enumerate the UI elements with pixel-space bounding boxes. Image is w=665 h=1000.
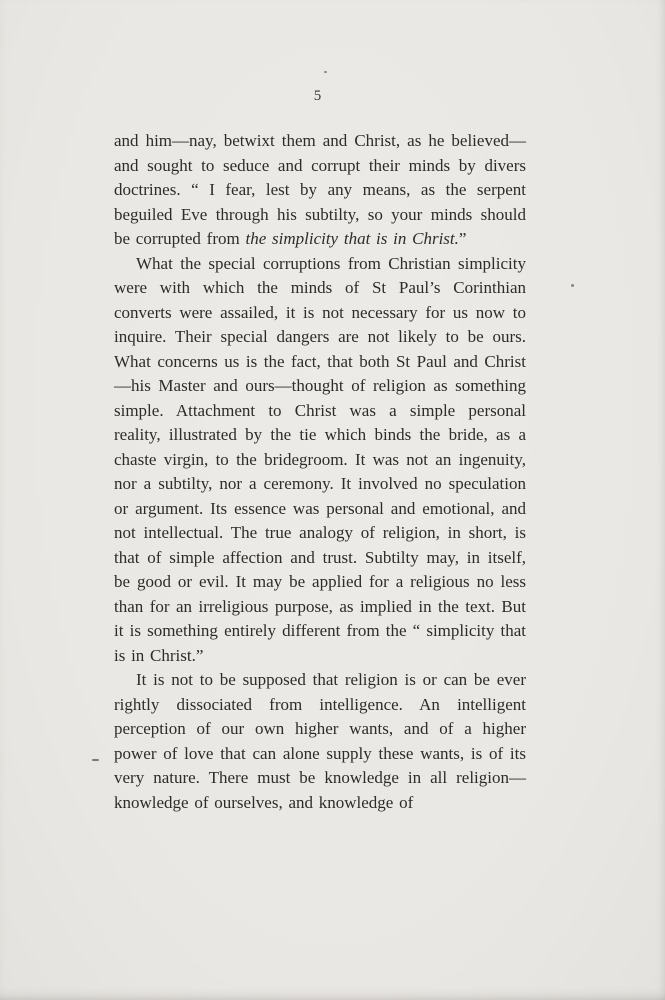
page-number: 5 <box>313 88 323 104</box>
paragraph-1 <box>114 129 526 252</box>
scan-artifact-speck <box>324 71 327 73</box>
paragraph-2: What the special corruptions from Christian simplicity were with which the minds of St Paul’s Corinthian converts were assailed, it is not necessary for us now to inquire. Their special dangers are not likely to be ours. What concerns us is the fact, that both St Paul and Christ—his Master and ours—thought of religion as something simple. Attachment to Christ was a simple personal reality, illustrated by the tie which binds the bride, as a chaste virgin, to the bridegroom. It was not an ingenuity, nor a subtilty, nor a ceremony. It involved no speculation or argument. Its essence was personal and emotional, and not intellectual. The true analogy of religion, in short, is that of simple affection and trust. Subtilty may, in itself, be good or evil. It may be applied for a religious no less than for an irreligious purpose, as implied in the text. But it is something entirely different from the “ simplicity that is in Christ.” <box>114 253 526 665</box>
paragraph-1-text: and him—nay, betwixt them and Christ, as he believed—and sought to seduce and corrupt their minds by divers doctrines. “ I fear, lest by any means, as the serpent beguiled Eve through his subtilty, so your minds should be corrupted from <box>114 131 526 248</box>
scan-artifact-speck <box>571 284 574 287</box>
paragraph-1-closing-quote: ” <box>458 229 467 248</box>
scan-artifact-dash <box>92 759 99 761</box>
text-block <box>114 129 526 815</box>
paragraph-1-italic-phrase: the simplicity that is in Christ. <box>245 229 459 248</box>
paragraph-3: It is not to be supposed that religion is or can be ever rightly dissociated from intelligence. An intelligent perception of our own higher wants, and of a higher power of love that can alone supply these wants, is of its very nature. There must be knowledge in all religion—knowledge of ourselves, and knowledge of <box>114 670 526 812</box>
